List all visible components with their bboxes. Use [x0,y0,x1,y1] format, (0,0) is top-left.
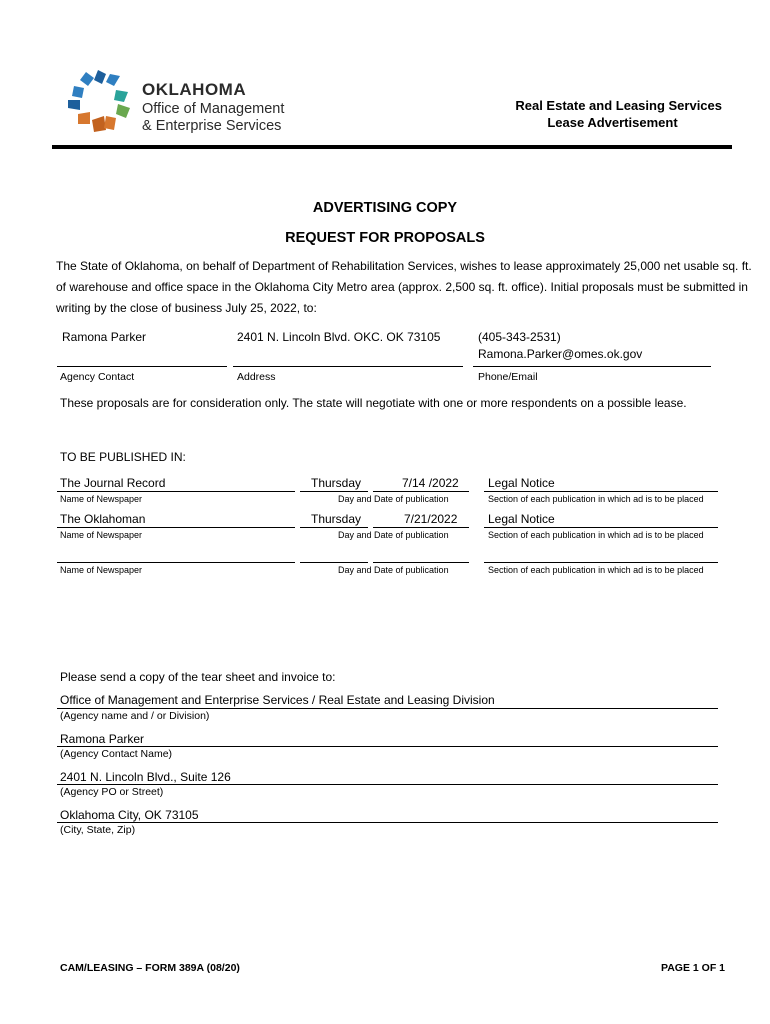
footer-form-id: CAM/LEASING – FORM 389A (08/20) [60,962,240,974]
label-address: Address [237,371,276,383]
label-phone-email: Phone/Email [478,371,538,383]
page-title: ADVERTISING COPY [312,200,458,216]
contact-address: 2401 N. Lincoln Blvd. OKC. OK 73105 [237,330,441,344]
pub-2-label-section: Section of each publication in which ad is to be placed [488,530,704,540]
pub-1-section: Legal Notice [488,476,555,490]
pub-1-label-newspaper: Name of Newspaper [60,494,143,504]
pub-3-date-line [373,562,469,563]
contact-phone: (405-343-2531) [478,330,561,344]
pub-2-section: Legal Notice [488,512,555,526]
tear-agency-name-line [57,708,718,709]
contact-phone-line [473,366,711,367]
contact-email: Ramona.Parker@omes.ok.gov [478,347,643,361]
pub-2-label-newspaper: Name of Newspaper [60,530,143,540]
pub-2-section-line [484,527,718,528]
pub-3-section-line [484,562,718,563]
logo-subtitle-2: & Enterprise Services [142,118,282,134]
pub-2-date-line [373,527,469,528]
footer-page-number: PAGE 1 OF 1 [661,962,725,974]
tear-contact-name-line [57,746,718,747]
header-rule [52,145,732,149]
pub-1-label-date: Day and Date of publication [338,494,449,504]
pub-1-label-section: Section of each publication in which ad is to be placed [488,494,704,504]
pub-3-day-line [300,562,368,563]
label-agency-contact: Agency Contact [60,371,135,383]
page-subtitle: REQUEST FOR PROPOSALS [285,230,485,246]
pub-3-label-section: Section of each publication in which ad is to be placed [488,565,704,575]
intro-line-2: of warehouse and office space in the Oklahoma City Metro area (approx. 2,500 sq. ft. office). Initial proposals must be submitted in [56,280,748,294]
contact-name: Ramona Parker [62,330,147,344]
omes-star-icon [64,68,136,140]
pub-2-newspaper: The Oklahoman [60,512,146,526]
pub-1-newspaper-line [57,491,295,492]
intro-line-1: The State of Oklahoma, on behalf of Department of Rehabilitation Services, wishes to lease approximately 25,000 net usable sq. ft. [56,259,752,273]
pub-2-newspaper-line [57,527,295,528]
logo-title: OKLAHOMA [142,80,247,99]
pub-1-section-line [484,491,718,492]
publish-heading: TO BE PUBLISHED IN: [60,450,186,464]
pub-3-label-newspaper: Name of Newspaper [60,565,143,575]
tear-city: Oklahoma City, OK 73105 [60,808,199,822]
pub-2-day: Thursday [311,512,362,526]
tear-agency-name: Office of Management and Enterprise Services / Real Estate and Leasing Division [60,693,495,707]
pub-3-label-date: Day and Date of publication [338,565,449,575]
tear-street: 2401 N. Lincoln Blvd., Suite 126 [60,770,231,784]
tear-sheet-heading: Please send a copy of the tear sheet and invoice to: [60,670,336,684]
tear-city-line [57,822,718,823]
pub-1-date-line [373,491,469,492]
pub-1-day: Thursday [311,476,362,490]
pub-2-date: 7/21/2022 [404,512,458,526]
contact-name-line [57,366,227,367]
consideration-notice: These proposals are for consideration only. The state will negotiate with one or more respondents on a possible lease. [60,396,687,410]
tear-agency-name-label: (Agency name and / or Division) [60,710,210,722]
tear-street-label: (Agency PO or Street) [60,786,164,798]
omes-logo [64,68,314,140]
tear-contact-name: Ramona Parker [60,732,145,746]
header-form-type: Lease Advertisement [547,115,678,130]
pub-1-newspaper: The Journal Record [60,476,166,490]
logo-subtitle-1: Office of Management [142,101,285,117]
contact-address-line [233,366,463,367]
pub-1-date: 7/14 /2022 [402,476,459,490]
pub-2-day-line [300,527,368,528]
tear-city-label: (City, State, Zip) [60,824,136,836]
tear-contact-name-label: (Agency Contact Name) [60,748,173,760]
intro-line-3: writing by the close of business July 25, 2022, to: [56,301,317,315]
pub-1-day-line [300,491,368,492]
pub-3-newspaper-line [57,562,295,563]
header-dept: Real Estate and Leasing Services [515,98,722,113]
tear-street-line [57,784,718,785]
pub-2-label-date: Day and Date of publication [338,530,449,540]
